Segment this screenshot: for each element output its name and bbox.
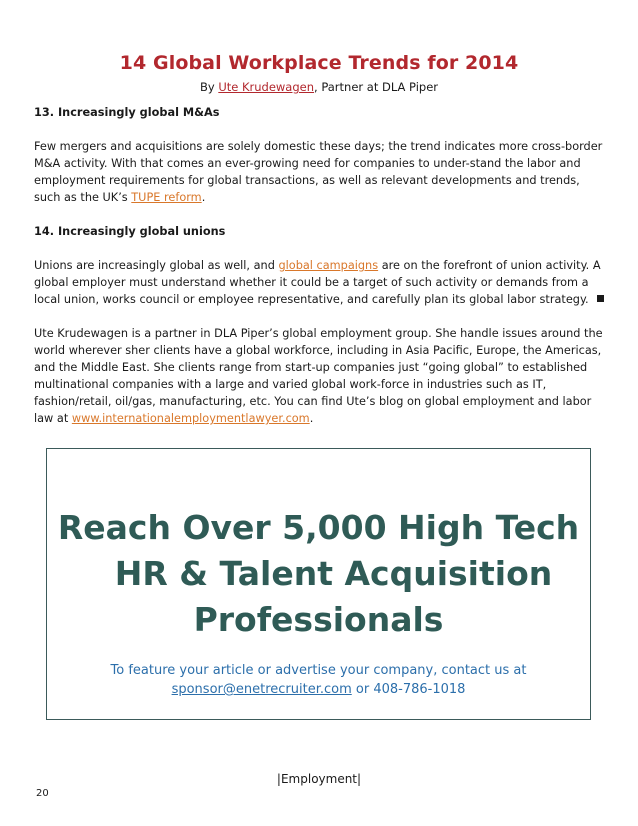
author-link[interactable]: Ute Krudewagen	[218, 80, 315, 94]
byline-prefix: By	[199, 80, 219, 94]
global-campaigns-link[interactable]: global campaigns	[278, 259, 379, 272]
byline-suffix: , Partner at DLA Piper	[314, 80, 439, 94]
article-body	[34, 104, 606, 444]
ad-headline	[47, 505, 590, 643]
ad-contact	[47, 661, 590, 699]
article-title: 14 Global Workplace Trends for 2014	[119, 52, 519, 74]
ad-headline-line-1: Reach Over 5,000 High Tech	[57, 508, 580, 547]
section-13-text-end: .	[201, 191, 206, 204]
article-byline	[0, 80, 638, 94]
author-bio-end: .	[309, 412, 314, 425]
end-of-article-square-icon	[597, 295, 604, 302]
section-paragraph-13	[34, 138, 606, 206]
ad-contact-line-2	[47, 680, 590, 699]
author-bio-text: Ute Krudewagen is a partner in DLA Piper’s global employment group. She handle issues around the world wherever sher clients have a global workforce, including in Asia Pacific, Europe, the Americas, and the Middle East. She clients range from start-up companies just “going global” to established multinational companies with a large and varied global work-force in industries such as IT, fashion/retail, oil/gas, manufacturing, etc. You can find Ute’s blog on global employment and labor law at	[34, 327, 603, 425]
section-heading-14: 14. Increasingly global unions	[34, 225, 226, 238]
section-heading-13: 13. Increasingly global M&As	[34, 106, 220, 119]
page-number: 20	[36, 788, 49, 799]
sponsor-phone: or 408-786-1018	[351, 682, 466, 697]
section-13-text: Few mergers and acquisitions are solely domestic these days; the trend indicates more cross-border M&A activity. With that comes an ever-growing need for companies to under-stand the labor and employment requirements for global transactions, as well as relevant developments and trends, such as the UK’s	[34, 140, 603, 204]
tupe-reform-link[interactable]: TUPE reform	[131, 191, 202, 204]
blog-link[interactable]: www.internationalemploymentlawyer.com	[71, 412, 310, 425]
ad-headline-line-2: HR & Talent Acquisition	[114, 554, 553, 593]
advertisement-box	[46, 448, 591, 720]
section-paragraph-14	[34, 257, 606, 308]
section-14-text-end: are on the forefront of union activity. A global employer must understand whether it could be a target of such activity or demands from a local union, works council or employee representative, and carefully plan its global labor strategy.	[34, 259, 601, 306]
section-14-text: Unions are increasingly global as well, and	[34, 259, 279, 272]
ad-contact-line-1: To feature your article or advertise your company, contact us at	[110, 663, 527, 678]
footer-section-label: |Employment|	[276, 772, 362, 786]
sponsor-email-link[interactable]: sponsor@enetrecruiter.com	[171, 682, 352, 697]
ad-headline-line-3: Professionals	[193, 600, 444, 639]
author-bio	[34, 325, 606, 427]
